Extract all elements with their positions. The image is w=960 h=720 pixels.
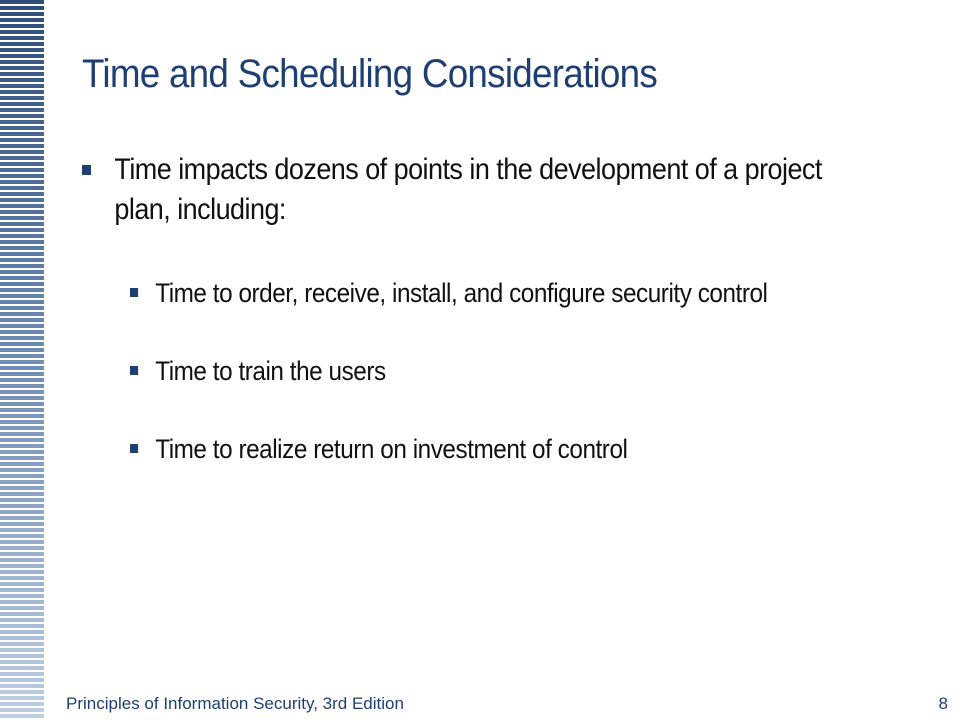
sub-bullet-item: [130, 274, 848, 312]
sub-bullet-item: [130, 352, 848, 390]
sub-bullet-text: Time to train the users: [155, 356, 386, 386]
striped-sidebar-decoration: [0, 0, 48, 720]
square-bullet-icon: [130, 288, 138, 297]
slide-title: Time and Scheduling Considerations: [82, 52, 658, 96]
bullet-item-main: [82, 150, 852, 230]
sub-bullet-item: [130, 430, 848, 468]
square-bullet-icon: [82, 165, 91, 175]
sub-bullet-text: Time to order, receive, install, and configure security control: [155, 278, 768, 308]
footer-page-number: 8: [938, 694, 948, 713]
square-bullet-icon: [130, 366, 138, 375]
footer-book-title: Principles of Information Security, 3rd Edition: [66, 694, 404, 713]
slide-content: [82, 150, 882, 508]
bullet-text: Time impacts dozens of points in the development of a project plan, including:: [114, 153, 822, 226]
square-bullet-icon: [130, 444, 138, 453]
sub-bullet-list: [82, 274, 882, 468]
sub-bullet-text: Time to realize return on investment of control: [155, 434, 628, 464]
